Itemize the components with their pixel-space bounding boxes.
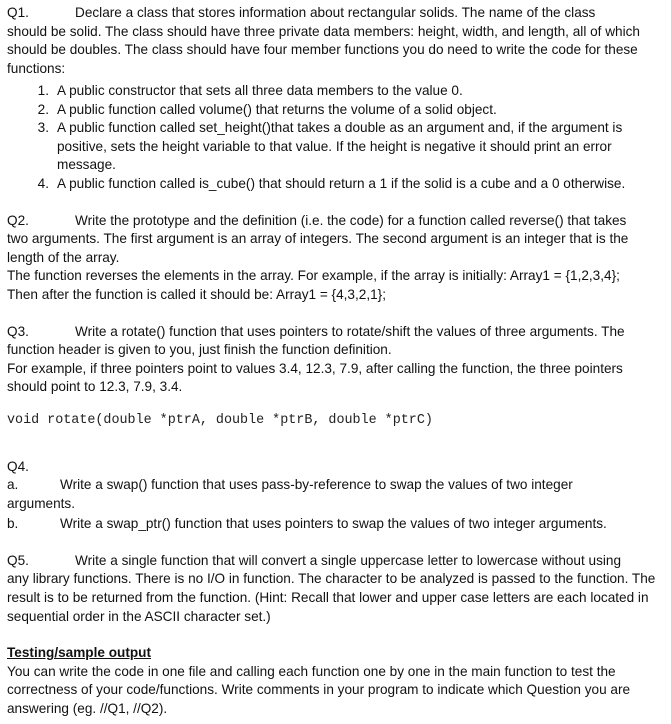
question-4-label: Q4. bbox=[7, 458, 29, 474]
testing-section bbox=[7, 644, 665, 718]
question-5-rest: any library functions. There is no I/O in function. The character to be analyzed is passed to the function. The result is to be returned from the function. (Hint: Recall that lower and upper case letters are each located in sequential order in the ASCII character set.) bbox=[7, 571, 656, 624]
question-4b: b. Write a swap_ptr() function that uses pointers to swap the values of two integer arguments. bbox=[7, 516, 607, 532]
list-item: 3. A public function called set_height()that takes a double as an argument and, if the argument is positive, sets the height variable to that value. If the height is negative it should print an error message. bbox=[37, 120, 623, 173]
question-3-rest: function header is given to you, just finish the function definition. bbox=[7, 342, 392, 358]
assignment-document bbox=[7, 4, 665, 719]
testing-heading: Testing/sample output bbox=[7, 645, 151, 661]
list-item: 4. A public function called is_cube() that should return a 1 if the solid is a cube and a 0 otherwise. bbox=[37, 175, 626, 191]
question-2-label: Q2. bbox=[7, 212, 29, 228]
list-item: 2. A public function called volume() that returns the volume of a solid object. bbox=[37, 101, 497, 117]
question-2-rest: two arguments. The first argument is an array of integers. The second argument is an integer that is the length of the array. bbox=[7, 231, 629, 265]
question-2-line3: The function reverses the elements in the array. For example, if the array is initially: Array1 = {1,2,3,4}; bbox=[7, 268, 620, 284]
question-2-first: Write the prototype and the definition (i.e. the code) for a function called reverse() that takes bbox=[75, 212, 627, 228]
question-3 bbox=[7, 323, 665, 431]
question-1-intro-first: Declare a class that stores information about rectangular solids. The name of the class bbox=[75, 5, 596, 20]
question-3-first: Write a rotate() function that uses pointers to rotate/shift the values of three arguments. The bbox=[75, 323, 625, 339]
question-1-list bbox=[7, 82, 665, 194]
list-item: 1. A public constructor that sets all three data members to the value 0. bbox=[37, 83, 463, 98]
question-4a-rest: arguments. bbox=[7, 495, 76, 511]
testing-body: You can write the code in one file and calling each function one by one in the main function to test the correctness of your code/functions. Write comments in your program to indicate which Question you are answering (eg. //Q1, //Q2). bbox=[7, 663, 631, 717]
question-3-label: Q3. bbox=[7, 323, 29, 339]
question-4 bbox=[7, 458, 665, 534]
question-4a: a. Write a swap() function that uses pass-by-reference to swap the values of two integer bbox=[7, 477, 573, 493]
question-5 bbox=[7, 552, 665, 626]
rotate-function-header: void rotate(double *ptrA, double *ptrB, double *ptrC) bbox=[7, 412, 433, 428]
question-3-example: For example, if three pointers point to values 3.4, 12.3, 7.9, after calling the function, the three pointers should point to 12.3, 7.9, 3.4. bbox=[7, 360, 623, 395]
question-5-label: Q5. bbox=[7, 552, 29, 568]
question-1-label: Q1. bbox=[7, 5, 29, 20]
question-2 bbox=[7, 212, 665, 305]
question-5-first: Write a single function that will convert a single uppercase letter to lowercase without using bbox=[75, 552, 622, 568]
question-2-line4: Then after the function is called it should be: Array1 = {4,3,2,1}; bbox=[7, 286, 386, 302]
question-1-intro-rest: should be solid. The class should have three private data members: height, width, and length, all of which should be doubles. The class should have four member functions you do need to write the code for these functions: bbox=[7, 23, 640, 76]
question-1 bbox=[7, 4, 665, 82]
